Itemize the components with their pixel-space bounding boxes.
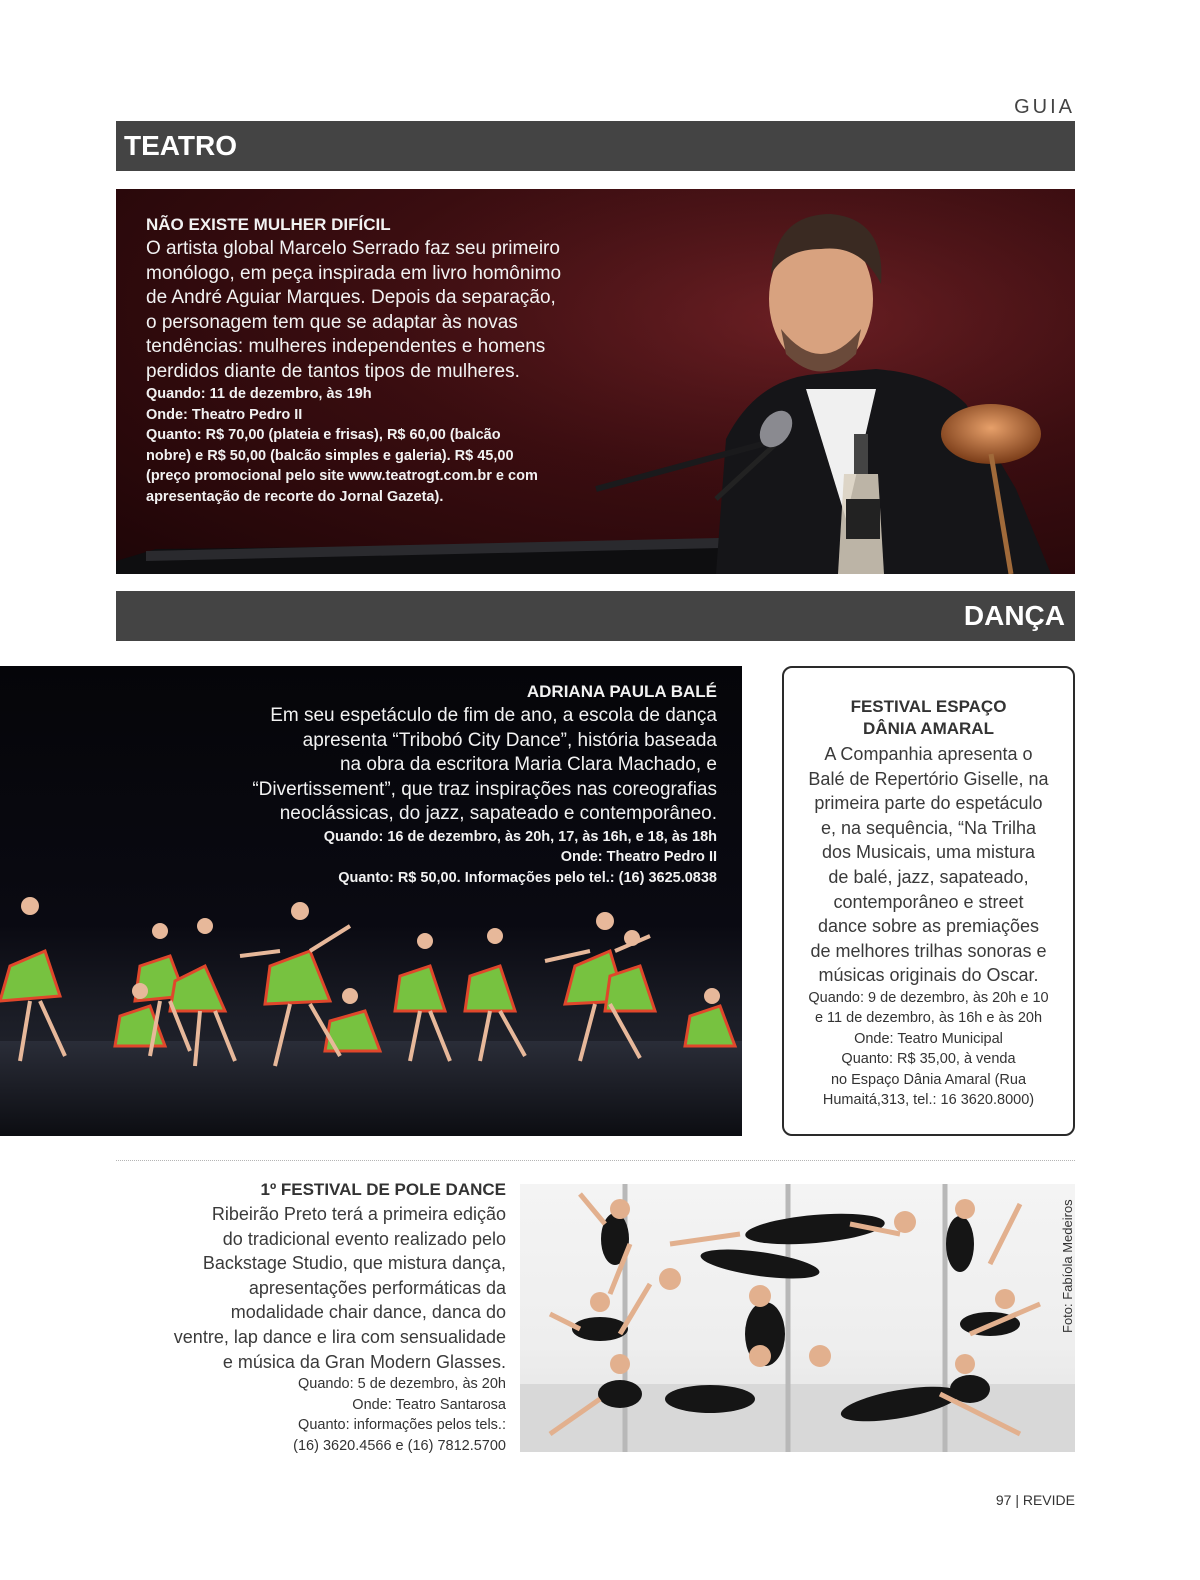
pole-dance-photo [520,1184,1075,1452]
ballet-photo-panel [0,666,742,1136]
dotted-separator [116,1160,1075,1161]
festival-box [782,666,1075,1136]
adriana-article [197,682,717,888]
adriana-article-info: Quando: 16 de dezembro, às 20h, 17, às 16h, e 18, às 18h Onde: Theatro Pedro II Quanto: R$ 50,00. Informações pelo tel.: (16) 3625.0838 [323,828,717,886]
teatro-article-body: O artista global Marcelo Serrado faz seu primeiro monólogo, em peça inspirada em livro homônimo de André Aguiar Marques. Depois da separação, o personagem tem que se adaptar às novas tendências: mulheres independentes e homens perdidos diante de tantos tipos de mulheres. [146,238,562,382]
photo-credit: Foto: Fabíola Medeiros [1060,1199,1075,1333]
section-bar-danca [116,591,1075,641]
pole-dance-photo-panel [520,1184,1075,1452]
pole-dance-article [116,1180,506,1456]
pole-dance-body: Ribeirão Preto terá a primeira edição do tradicional evento realizado pelo Backstage Studio, que mistura dança, apresentações performáticas da modalidade chair dance, danca do ventre, lap dance e lira com sensualidade e música da Gran Modern Glasses. [173,1204,506,1372]
teatro-article-info: Quando: 11 de dezembro, às 19h Onde: Theatro Pedro II Quanto: R$ 70,00 (plateia e frisas), R$ 60,00 (balcão nobre) e R$ 50,00 (balcão simples e galeria). R$ 45,00 (preço promocional pelo site www.teatrogt.com.br e com apresentação de recorte do Jornal Gazeta). [146,386,538,505]
teatro-photo-panel [116,189,1075,574]
festival-info: Quando: 9 de dezembro, às 20h e 10 e 11 de dezembro, às 16h e às 20h Onde: Teatro Municipal Quanto: R$ 35,00, à venda no Espaço Dânia Amaral (Rua Humaitá,313, tel.: 16 3620.8000) [808,989,1049,1109]
running-head: GUIA [1014,96,1075,118]
festival-title: FESTIVAL ESPAÇO DÂNIA AMARAL [850,697,1007,738]
pole-dance-title: 1º FESTIVAL DE POLE DANCE [260,1180,506,1199]
section-title-danca: DANÇA [963,600,1065,631]
festival-body: A Companhia apresenta o Balé de Repertório Giselle, na primeira parte do espetáculo e, na sequência, “Na Trilha dos Musicais, uma mistura de balé, jazz, sapateado, contemporâneo e street dance sobre as premiações de melhores trilhas sonoras e músicas originais do Oscar. [808,744,1049,986]
section-title-teatro: TEATRO [124,130,238,161]
pole-dance-info: Quando: 5 de dezembro, às 20h Onde: Teatro Santarosa Quanto: informações pelos tels.: (16) 3620.4566 e (16) 7812.5700 [293,1376,506,1454]
section-bar-teatro [116,121,1075,171]
dancers [0,951,735,1051]
adriana-article-body: Em seu espetáculo de fim de ano, a escola de dança apresenta “Tribobó City Dance”, história baseada na obra da escritora Maria Clara Machado, e “Divertissement”, que traz inspirações nas coreografias neoclássicas, do jazz, sapateado e contemporâneo. [252,705,717,824]
teatro-article [146,215,596,507]
adriana-article-title: ADRIANA PAULA BALÉ [526,682,717,701]
page-folio: 97 | REVIDE [995,1492,1075,1508]
teatro-article-title: NÃO EXISTE MULHER DIFÍCIL [146,215,391,234]
